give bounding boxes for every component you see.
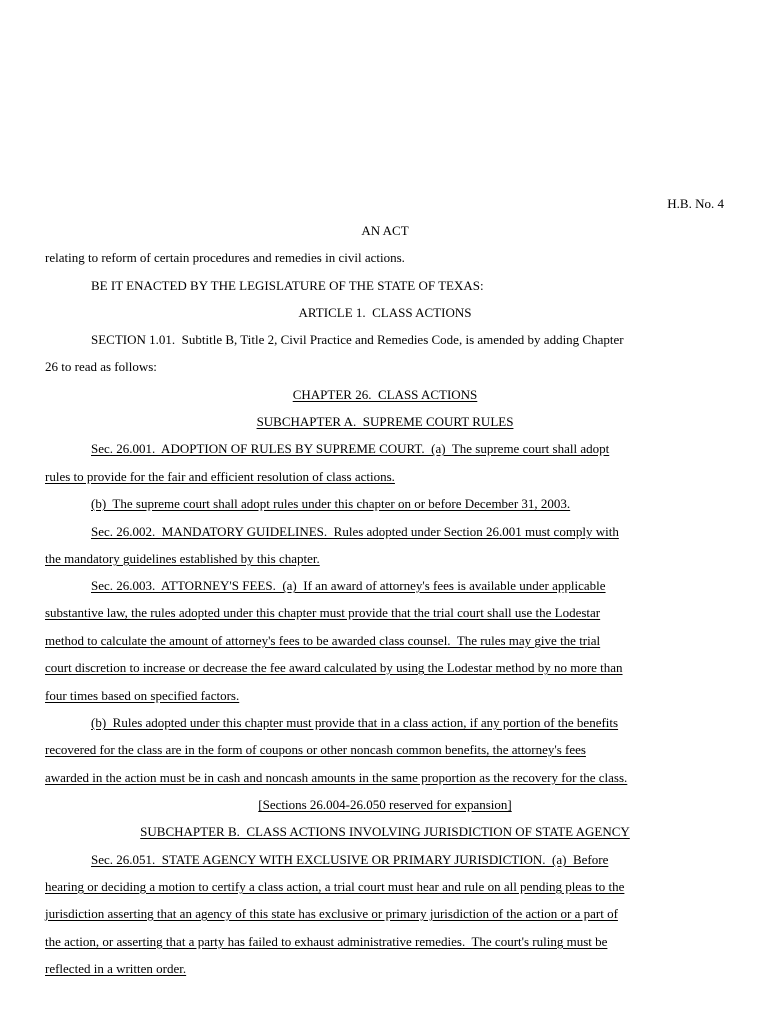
sec-26-003-line-2: substantive law, the rules adopted under this chapter must provide that the trial court shall use the Lodestar — [45, 605, 601, 620]
sec-26-003-b-line-1: (b) Rules adopted under this chapter must provide that in a class action, if any portion of the benefits — [91, 715, 619, 730]
section-1-01-line-2: 26 to read as follows: — [45, 359, 157, 374]
article-heading: ARTICLE 1. CLASS ACTIONS — [298, 305, 472, 320]
subchapter-a-heading: SUBCHAPTER A. SUPREME COURT RULES — [256, 414, 514, 429]
subchapter-b-heading: SUBCHAPTER B. CLASS ACTIONS INVOLVING JURISDICTION OF STATE AGENCY — [140, 824, 630, 839]
sec-26-003-line-1: Sec. 26.003. ATTORNEY'S FEES. (a) If an award of attorney's fees is available under applicable — [91, 578, 606, 593]
reserved-note: [Sections 26.004-26.050 reserved for expansion] — [258, 797, 512, 812]
sec-26-003-line-3: method to calculate the amount of attorney's fees to be awarded class counsel. The rules may give the trial — [45, 633, 601, 648]
sec-26-003-line-4: court discretion to increase or decrease the fee award calculated by using the Lodestar method by no more than — [45, 660, 623, 675]
chapter-heading: CHAPTER 26. CLASS ACTIONS — [292, 387, 478, 402]
sec-26-002-line-2: the mandatory guidelines established by this chapter. — [45, 551, 320, 566]
sec-26-002-line-1: Sec. 26.002. MANDATORY GUIDELINES. Rules adopted under Section 26.001 must comply with — [91, 524, 619, 539]
sec-26-051-line-2: hearing or deciding a motion to certify a class action, a trial court must hear and rule on all pending pleas to the — [45, 879, 625, 894]
enacting-clause: BE IT ENACTED BY THE LEGISLATURE OF THE STATE OF TEXAS: — [91, 278, 484, 293]
sec-26-051-line-5: reflected in a written order. — [45, 961, 187, 976]
sec-26-001-subsection-b: (b) The supreme court shall adopt rules under this chapter on or before December 31, 2003. — [91, 496, 571, 511]
act-title: AN ACT — [361, 223, 409, 238]
sec-26-001-line-2: rules to provide for the fair and efficient resolution of class actions. — [45, 469, 395, 484]
sec-26-003-b-line-3: awarded in the action must be in cash and noncash amounts in the same proportion as the recovery for the class. — [45, 770, 628, 785]
bill-number: H.B. No. 4 — [667, 196, 724, 211]
sec-26-051-line-1: Sec. 26.051. STATE AGENCY WITH EXCLUSIVE OR PRIMARY JURISDICTION. (a) Before — [91, 852, 609, 867]
sec-26-003-b-line-2: recovered for the class are in the form of coupons or other noncash common benefits, the attorney's fees — [45, 742, 586, 757]
section-1-01-line-1: SECTION 1.01. Subtitle B, Title 2, Civil Practice and Remedies Code, is amended by adding Chapter — [91, 332, 624, 347]
sec-26-001-line-1: Sec. 26.001. ADOPTION OF RULES BY SUPREME COURT. (a) The supreme court shall adopt — [91, 441, 610, 456]
sec-26-051-line-3: jurisdiction asserting that an agency of this state has exclusive or primary jurisdiction of the action or a part of — [45, 906, 618, 921]
caption: relating to reform of certain procedures and remedies in civil actions. — [45, 250, 405, 265]
sec-26-051-line-4: the action, or asserting that a party has failed to exhaust administrative remedies. The court's ruling must be — [45, 934, 608, 949]
sec-26-003-line-5: four times based on specified factors. — [45, 688, 240, 703]
